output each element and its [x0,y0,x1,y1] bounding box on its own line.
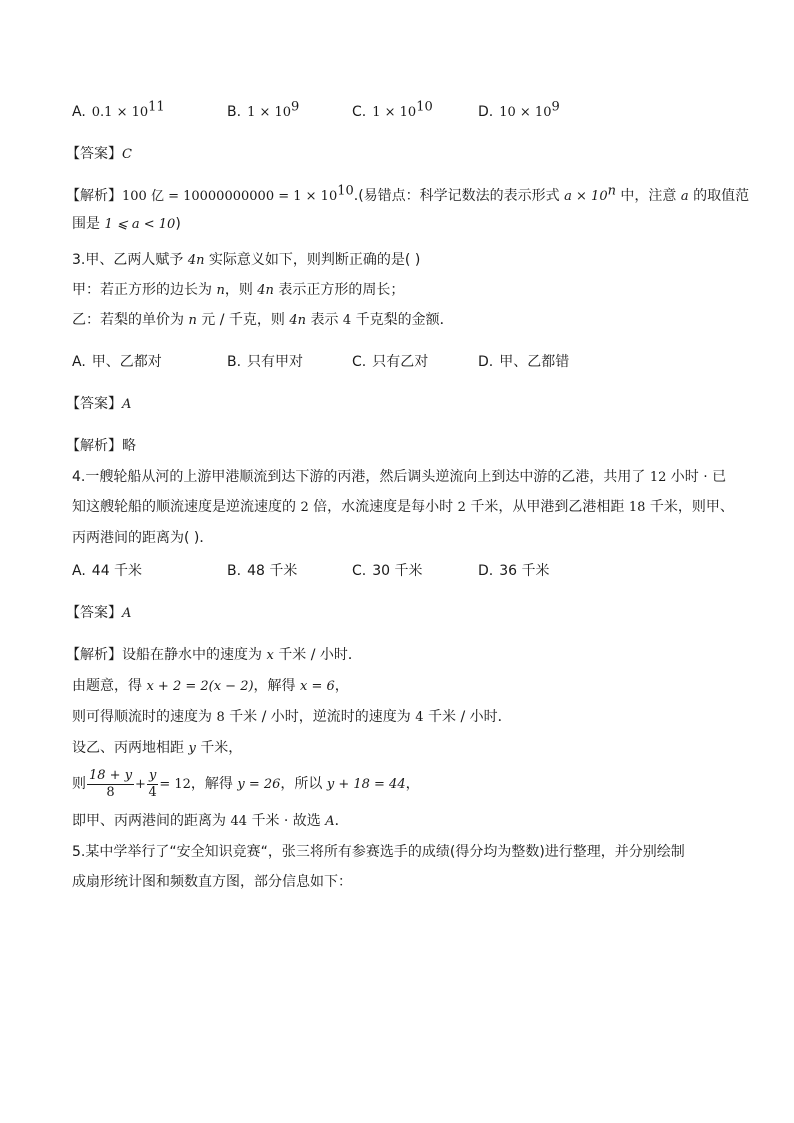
q4-stem-line2: 知这艘轮船的顺流速度是逆流速度的 2 倍，水流速度是每小时 2 千米，从甲港到乙港相距 18 千米，则甲、 [72,499,734,515]
fraction-18-plus-y-over-8: $\frac{18 + y}{8}$ [89,767,133,800]
q4-analysis-line4: 设乙、丙两地相距 y 千米， [72,740,243,756]
q3-option-a: A. 甲、乙都对 [72,354,162,370]
q4-stem-line3: 丙两港间的距离为( )． [72,530,214,546]
q4-analysis-line3: 则可得顺流时的速度为 8 千米 / 小时，逆流时的速度为 4 千米 / 小时． [72,709,512,725]
q4-option-d: D. 36 千米 [478,563,550,579]
q3-option-c: C. 只有乙对 [352,354,429,370]
fraction-y-over-4: $\frac{y}{4}$ [148,767,157,800]
q5-stem-line2: 成扇形统计图和频数直方图，部分信息如下： [72,874,352,890]
q3-option-d: D. 甲、乙都错 [478,354,570,370]
q4-option-c: C. 30 千米 [352,563,423,579]
q2-option-c: C. $1 \times 10^{10}$ [352,99,433,120]
q3-jia-statement: 甲：若正方形的边长为 n，则 4n 表示正方形的周长； [72,282,405,298]
q4-analysis-line5: 则 $\frac{18 + y}{8}$ + $\frac{y}{4}$ = 12，解得 y = 26，所以 y + 18 = 44， [72,767,420,800]
q4-option-a: A. 44 千米 [72,563,143,579]
q2-option-a: A. $0.1 \times 10^{11}$ [72,99,165,120]
q4-answer: 【答案】A [66,605,132,621]
q4-analysis-line1: 【解析】设船在静水中的速度为 x 千米 / 小时． [66,647,362,663]
q2-analysis-line1: 【解析】100 亿 = $10000000000 = 1 \times 10^{10}$.(易错点：科学记数法的表示形式 $a \times 10^n$ 中，注意 a 的取值范 [66,183,750,204]
q3-option-b: B. 只有甲对 [227,354,304,370]
q3-stem: 3.甲、乙两人赋予 4n 实际意义如下，则判断正确的是( ) [72,252,421,268]
q2-analysis-line2: 围是 1 ⩽ a < 10) [72,216,181,232]
q5-stem-line1: 5.某中学举行了“安全知识竞赛“，张三将所有参赛选手的成绩(得分均为整数)进行整理，并分别绘制 [72,844,685,860]
q3-yi-statement: 乙：若梨的单价为 n 元 / 千克，则 4n 表示 4 千克梨的金额． [72,312,454,328]
q2-option-b: B. $1 \times 10^9$ [227,99,300,120]
q4-option-b: B. 48 千米 [227,563,298,579]
q2-answer: 【答案】C [66,146,132,162]
q3-analysis: 【解析】略 [66,438,136,454]
q3-answer: 【答案】A [66,396,132,412]
q2-option-d: D. $10 \times 10^9$ [478,99,560,120]
q4-stem-line1: 4.一艘轮船从河的上游甲港顺流到达下游的丙港，然后调头逆流向上到达中游的乙港，共用了 12 小时 · 已 [72,469,727,485]
q4-analysis-line6: 即甲、丙两港间的距离为 44 千米 · 故选 A． [72,813,349,829]
q4-analysis-line2: 由题意，得 x + 2 = 2(x − 2)，解得 x = 6， [72,678,349,694]
